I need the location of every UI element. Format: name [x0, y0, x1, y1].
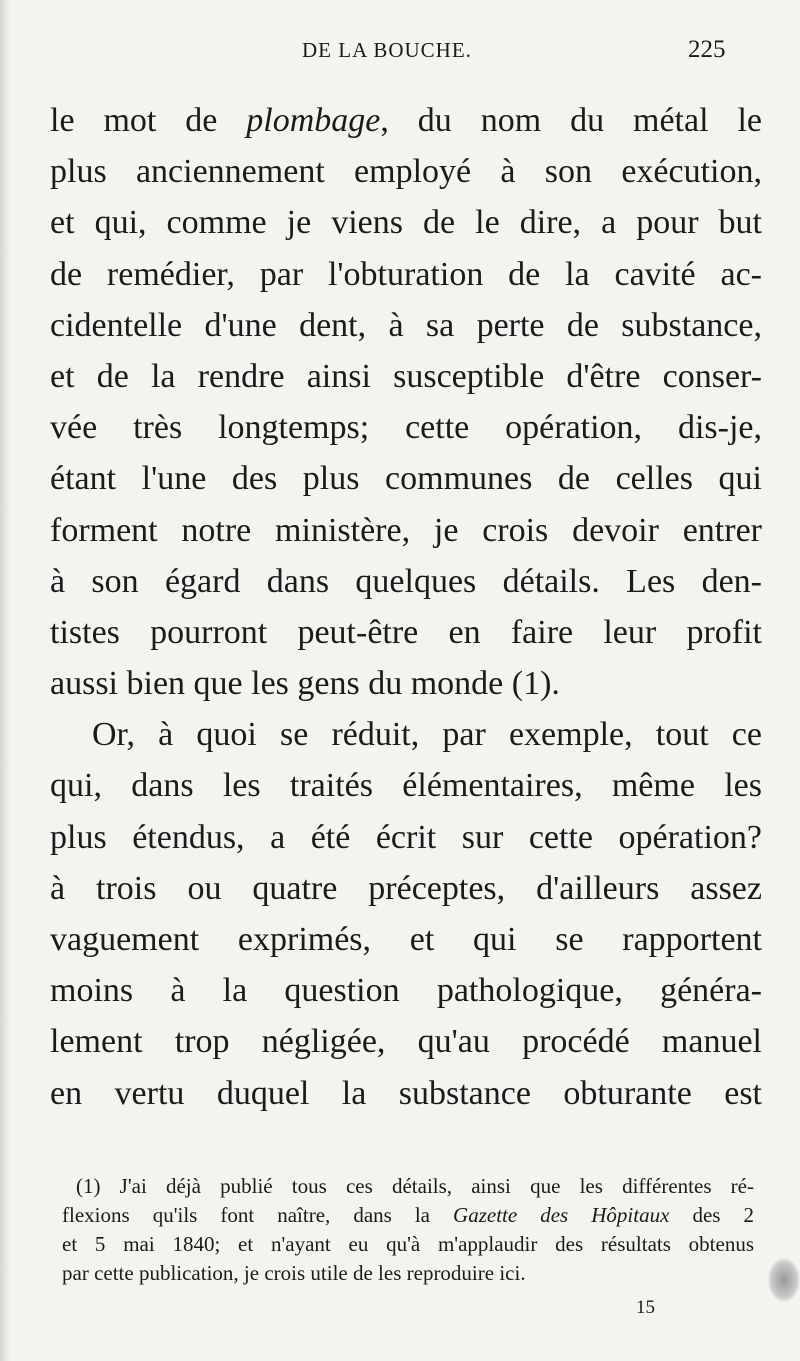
text-line: forment notre ministère, je crois devoir entrer [50, 511, 762, 549]
text-line: Or, à quoi se réduit, par exemple, tout ce [92, 716, 762, 754]
ink-smudge [768, 1258, 800, 1302]
page-edge-shadow [0, 0, 10, 1361]
emphasis-text: plombage [246, 102, 381, 139]
text-line: et qui, comme je viens de le dire, a pour but [50, 204, 762, 242]
text-line: lement trop négligée, qu'au procédé manuel [50, 1023, 762, 1061]
body-text [50, 95, 762, 1119]
text-line: vaguement exprimés, et qui se rapportent [50, 921, 762, 958]
footnote-line: par cette publication, je crois utile de les reproduire ici. [62, 1261, 526, 1285]
text-line: moins à la question pathologique, généra- [50, 972, 762, 1010]
text-line: étant l'une des plus communes de celles qui [50, 460, 762, 498]
text-line: plus étendus, a été écrit sur cette opération? [50, 818, 762, 856]
footnote-line: et 5 mai 1840; et n'ayant eu qu'à m'applaudir des résultats obtenus [62, 1232, 754, 1256]
footnote-line: (1) J'ai déjà publié tous ces détails, ainsi que les différentes ré- [76, 1174, 754, 1198]
text-line: tistes pourront peut-être en faire leur profit [50, 613, 762, 651]
text-line: le mot de plombage, du nom du métal le [50, 102, 762, 139]
running-title: DE LA BOUCHE. [302, 38, 472, 62]
signature-mark: 15 [636, 1297, 655, 1318]
text-line: cidentelle d'une dent, à sa perte de substance, [50, 306, 762, 344]
text-line: aussi bien que les gens du monde (1). [50, 665, 560, 703]
running-head [0, 38, 800, 68]
text-line: et de la rendre ainsi susceptible d'être conser- [50, 357, 762, 395]
text-line: qui, dans les traités élémentaires, même les [50, 767, 762, 805]
text-line: vée très longtemps; cette opération, dis-je, [50, 409, 762, 447]
emphasis-text: Gazette des Hôpitaux [453, 1203, 670, 1227]
text-line: en vertu duquel la substance obturante est [50, 1074, 762, 1112]
text-line: plus anciennement employé à son exécution, [50, 153, 762, 191]
page-number: 225 [688, 36, 726, 63]
text-line: à trois ou quatre préceptes, d'ailleurs assez [50, 869, 762, 907]
footnote-line: flexions qu'ils font naître, dans la Gazette des Hôpitaux des 2 [62, 1203, 754, 1227]
footnote [62, 1172, 754, 1288]
text-line: à son égard dans quelques détails. Les den- [50, 562, 762, 600]
text-line: de remédier, par l'obturation de la cavité ac- [50, 255, 762, 293]
